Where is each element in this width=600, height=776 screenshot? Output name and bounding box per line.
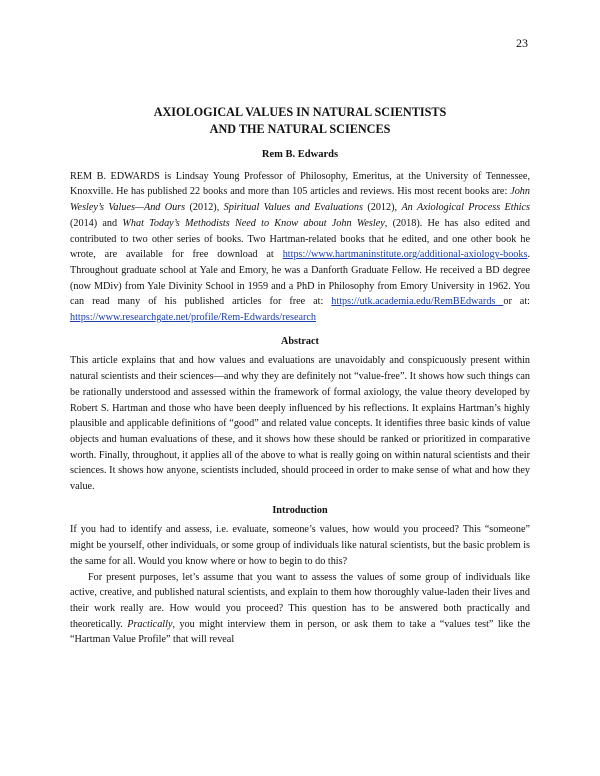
title-line-2: AND THE NATURAL SCIENCES [209,121,391,136]
intro-p2-text-a: For present purposes, let’s assume that you want to assess the values of some group of individuals like active, creative, and published natural scientists, and explain to them how thoroughly value-laden their lives and their work really are. How would you proceed? This question has to be answered both practically and theoretically. [70,571,530,630]
intro-paragraph-1: If you had to identify and assess, i.e. evaluate, someone’s values, how would you proceed? This “someone” might be yourself, other individuals, or some group of individuals like natural scientists, but the basic problem is the same for all. Would you know where or how to begin to do this? [70,524,530,567]
article-title [70,104,530,137]
bio-text-1: REM B. EDWARDS is Lindsay Young Professor of Philosophy, Emeritus, at the University of Tennessee, Knoxville. He has published 22 books and more than 105 articles and reviews. His most recent books are: [70,170,530,198]
bio-text-4: (2014) and [70,217,123,229]
bio-text-7: or at: [503,296,530,308]
introduction-heading: Introduction [272,504,328,516]
abstract-heading: Abstract [281,335,319,347]
intro-p2-emphasis: Practically [127,618,173,630]
abstract-text: This article explains that and how values and evaluations are unavoidably and conspicuously present within natural scientists and their sciences—and why they are definitely not “value-free”. It shows how such things can be rationally understood and assessed within the framework of formal axiology, the value theory developed by Robert S. Hartman and those who have been deeply influenced by his reflections. It explains Hartman’s highly plausible and applicable definitions of “good” and related value concepts. It identifies three basic kinds of value objects and human evaluations of these, and it shows how these should be ranked or prioritized in comparative worth. Finally, throughout, it applies all of the above to what is really going on within natural scientists and their sciences. It shows how anyone, scientists included, should proceed in order to make sense of what and how they value. [70,355,530,493]
author-bio [70,169,530,326]
book-title-2: Spiritual Values and Evaluations [223,202,363,214]
academia-link[interactable]: https://utk.academia.edu/RemBEdwards [331,296,504,308]
bio-text-5: , (2018). He has also edited and contributed to two other series of books. Two Hartman-related books that he edited, and one other book he wrote, are available for free download at [70,217,531,261]
title-line-1: AXIOLOGICAL VALUES IN NATURAL SCIENTISTS [153,105,447,119]
hartman-books-link[interactable]: https://www.hartmaninstitute.org/additional-axiology-books [282,249,528,261]
book-title-1: John Wesley’s Values—And Ours [70,186,530,214]
bio-text-2: (2012), [185,202,224,214]
page-number: 23 [516,36,528,50]
author-name: Rem B. Edwards [261,149,339,160]
intro-p2-text-b: , you might interview them in person, or ask them to take a “values test” like the “Hartman Value Profile” that will reveal [70,618,530,646]
researchgate-link[interactable]: https://www.researchgate.net/profile/Rem-Edwards/research [70,312,317,324]
book-title-4: What Today’s Methodists Need to Know about John Wesley [122,217,385,229]
book-title-3: An Axiological Process Ethics [401,202,530,214]
bio-text-6: . Throughout graduate school at Yale and Emory, he was a Danforth Graduate Fellow. He received a BD degree (now MDiv) from Yale Divinity School in 1959 and a PhD in Philosophy from Emory University in 1962. You can read many of his published articles for free at: [70,249,530,308]
intro-paragraph-2 [70,570,530,649]
bio-text-3: (2012), [362,202,402,214]
article-body [70,104,530,648]
